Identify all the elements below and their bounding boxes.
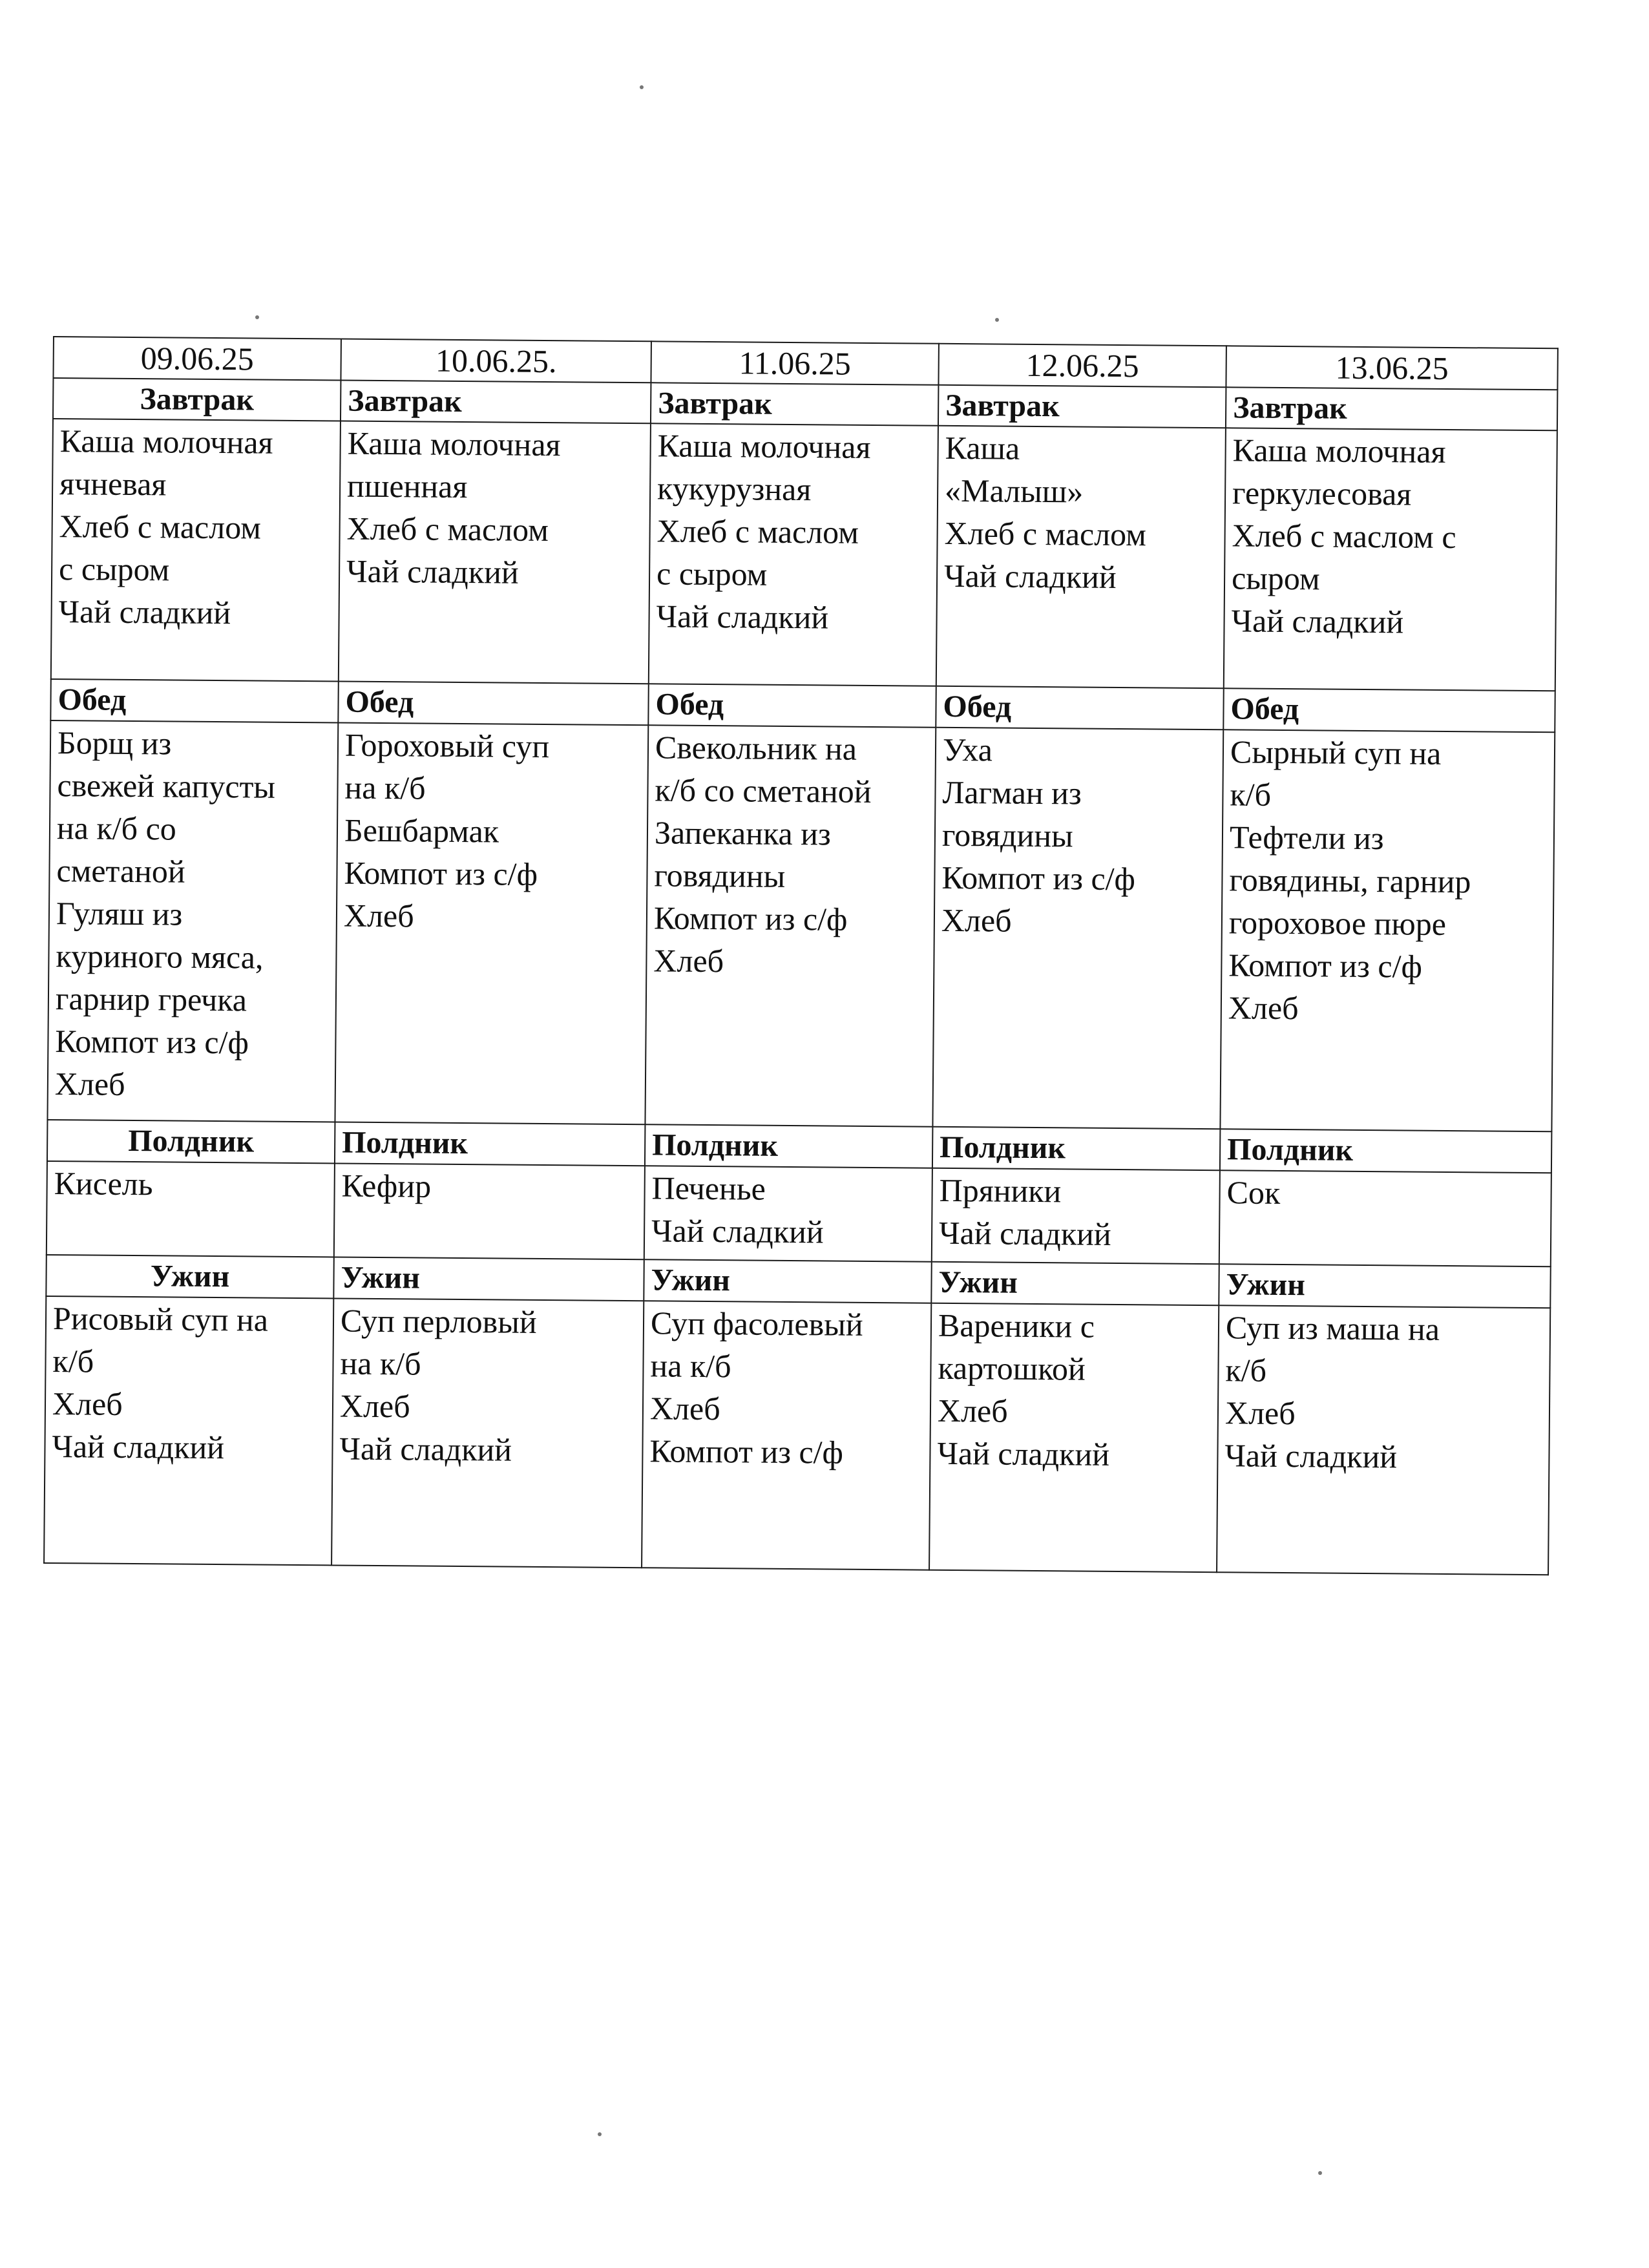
dish-item: Чай сладкий bbox=[937, 1434, 1110, 1473]
dish-list bbox=[932, 1168, 1220, 1264]
dish-item: с сыром bbox=[58, 551, 170, 588]
date-cell: 12.06.25 bbox=[938, 344, 1226, 387]
dish-item: Суп перловый bbox=[340, 1302, 537, 1340]
dish-list bbox=[335, 722, 648, 1124]
dish-item: Запеканка из bbox=[654, 814, 831, 852]
meal-header-snack: Полдник bbox=[932, 1127, 1220, 1170]
dish-item: гарнир гречка bbox=[55, 980, 247, 1018]
dish-item: свежей капусты bbox=[57, 766, 276, 805]
dish-list bbox=[1219, 1170, 1551, 1267]
meal-header-lunch: Обед bbox=[50, 679, 338, 722]
dish-item: Хлеб bbox=[941, 901, 1012, 939]
dish-item: Чай сладкий bbox=[651, 1212, 824, 1250]
dish-item: Хлеб bbox=[52, 1385, 123, 1422]
meal-header-lunch: Обед bbox=[1223, 688, 1555, 732]
dish-item: Сок bbox=[1226, 1173, 1281, 1211]
dish-item: «Малыш» bbox=[944, 472, 1084, 510]
dish-item: Каша молочная bbox=[657, 427, 871, 466]
dish-item: Компот из с/ф bbox=[344, 854, 538, 892]
dish-item: Рисовый суп на bbox=[52, 1300, 269, 1338]
meal-header-breakfast: Завтрак bbox=[651, 383, 938, 426]
dish-item: Кисель bbox=[54, 1164, 153, 1202]
dish-list bbox=[44, 1296, 333, 1565]
meal-header-dinner: Ужин bbox=[333, 1257, 644, 1301]
dish-list bbox=[47, 720, 338, 1122]
dish-list bbox=[649, 424, 938, 686]
dish-item: Компот из с/ф bbox=[55, 1022, 249, 1061]
dish-list bbox=[1224, 428, 1557, 691]
dish-list bbox=[339, 421, 651, 684]
scan-speck bbox=[255, 315, 259, 319]
dish-item: пшенная bbox=[346, 467, 468, 505]
dish-list bbox=[644, 1166, 932, 1262]
meal-header-breakfast: Завтрак bbox=[938, 384, 1226, 428]
dish-item: Суп из маша на bbox=[1225, 1309, 1440, 1347]
dish-item: Компот из с/ф bbox=[649, 1433, 844, 1471]
meal-header-dinner: Ужин bbox=[1219, 1265, 1550, 1308]
dish-item: Хлеб bbox=[339, 1387, 410, 1425]
dish-item: сыром bbox=[1231, 560, 1320, 597]
dish-list bbox=[331, 1299, 644, 1568]
dish-list bbox=[47, 1161, 335, 1257]
dish-list bbox=[936, 426, 1226, 688]
meal-header-breakfast: Завтрак bbox=[1226, 387, 1557, 431]
dish-item: говядины bbox=[654, 856, 786, 894]
dish-item: с сыром bbox=[656, 555, 768, 593]
dish-item: Хлеб bbox=[1224, 1394, 1296, 1432]
dish-item: Хлеб bbox=[343, 897, 414, 934]
dish-item: Чай сладкий bbox=[52, 1428, 225, 1466]
meal-header-breakfast: Завтрак bbox=[53, 378, 341, 421]
dish-item: Хлеб с маслом bbox=[346, 510, 549, 549]
dish-item: Компот из с/ф bbox=[941, 859, 1136, 897]
breakfast-items-row bbox=[51, 419, 1557, 691]
dish-item: гороховое пюре bbox=[1228, 903, 1447, 942]
meal-header-lunch: Обед bbox=[338, 681, 648, 724]
date-cell: 11.06.25 bbox=[651, 341, 938, 384]
snack-items-row bbox=[47, 1161, 1551, 1267]
dish-item: Каша bbox=[945, 430, 1020, 467]
dish-item: картошкой bbox=[938, 1349, 1086, 1387]
dish-item: Сырный суп на bbox=[1230, 733, 1442, 772]
dish-item: Чай сладкий bbox=[943, 558, 1117, 596]
meal-header-snack: Полдник bbox=[335, 1122, 645, 1165]
dish-item: Тефтели из bbox=[1229, 818, 1384, 856]
dish-item: сметаной bbox=[56, 852, 185, 890]
dish-item: Хлеб с маслом bbox=[59, 508, 262, 546]
meal-header-lunch: Обед bbox=[936, 686, 1223, 730]
dish-item: Печенье bbox=[651, 1169, 766, 1207]
dish-list bbox=[1217, 1305, 1550, 1575]
dish-item: Чай сладкий bbox=[58, 593, 231, 631]
dish-item: Хлеб с маслом bbox=[944, 515, 1147, 553]
meal-header-snack: Полдник bbox=[47, 1120, 335, 1163]
meal-header-snack: Полдник bbox=[645, 1124, 932, 1168]
dish-list bbox=[932, 727, 1223, 1129]
lunch-items-row bbox=[47, 720, 1555, 1132]
meal-header-dinner: Ужин bbox=[931, 1262, 1219, 1305]
meal-header-breakfast: Завтрак bbox=[341, 380, 651, 423]
dish-item: Чай сладкий bbox=[1231, 602, 1404, 640]
dish-item: Бешбармак bbox=[344, 812, 499, 850]
dish-list bbox=[642, 1301, 931, 1570]
dish-item: Вареники с bbox=[938, 1307, 1095, 1345]
dinner-items-row bbox=[44, 1296, 1550, 1575]
dish-item: Каша молочная bbox=[59, 423, 273, 461]
dish-list bbox=[51, 419, 341, 681]
dish-item: Компот из с/ф bbox=[653, 899, 848, 938]
dish-item: ячневая bbox=[59, 465, 167, 503]
scan-speck bbox=[995, 318, 999, 322]
dish-item: Суп фасолевый bbox=[650, 1305, 863, 1343]
dish-item: Свекольник на bbox=[655, 728, 857, 767]
dish-list bbox=[929, 1303, 1219, 1572]
dish-item: Кефир bbox=[341, 1167, 432, 1204]
scan-speck bbox=[598, 2132, 602, 2136]
dish-item: Хлеб с маслом bbox=[656, 512, 859, 551]
scan-speck bbox=[1318, 2171, 1322, 2175]
weekly-menu-table bbox=[43, 336, 1559, 1575]
dish-list bbox=[645, 725, 936, 1127]
dish-item: Чай сладкий bbox=[938, 1214, 1111, 1252]
dish-item: Хлеб bbox=[54, 1065, 125, 1102]
dish-item: Чай сладкий bbox=[656, 598, 829, 636]
date-cell: 10.06.25. bbox=[341, 339, 651, 383]
dish-item: на к/б bbox=[344, 769, 426, 806]
dish-item: Хлеб bbox=[653, 941, 724, 979]
dish-item: Борщ из bbox=[57, 724, 172, 762]
dish-list bbox=[334, 1163, 645, 1260]
dish-item: Пряники bbox=[939, 1171, 1062, 1209]
dish-item: Компот из с/ф bbox=[1228, 946, 1423, 985]
dish-item: Гуляш из bbox=[56, 894, 183, 932]
dish-item: на к/б bbox=[340, 1345, 421, 1382]
dish-item: Лагман из bbox=[942, 773, 1082, 812]
dish-item: на к/б со bbox=[56, 809, 177, 847]
dish-item: к/б со сметаной bbox=[655, 771, 872, 810]
dish-item: к/б bbox=[1225, 1352, 1267, 1389]
dish-item: Гороховый суп bbox=[344, 726, 550, 764]
scan-speck bbox=[640, 85, 644, 89]
date-cell: 09.06.25 bbox=[53, 337, 341, 380]
meal-header-dinner: Ужин bbox=[644, 1260, 931, 1303]
dish-item: на к/б bbox=[650, 1347, 731, 1385]
dish-item: Хлеб bbox=[937, 1392, 1008, 1429]
dish-item: говядины, гарнир bbox=[1229, 861, 1471, 899]
dish-item: Хлеб bbox=[649, 1390, 720, 1427]
date-cell: 13.06.25 bbox=[1226, 346, 1557, 390]
dish-item: Чай сладкий bbox=[1224, 1437, 1398, 1475]
dish-item: к/б bbox=[52, 1343, 94, 1380]
meal-header-lunch: Обед bbox=[648, 684, 936, 727]
dish-item: куриного мяса, bbox=[56, 937, 264, 976]
dish-item: геркулесовая bbox=[1232, 474, 1412, 512]
dish-item: Хлеб bbox=[1228, 989, 1299, 1026]
dish-item: кукурузная bbox=[656, 470, 812, 508]
meal-header-dinner: Ужин bbox=[46, 1255, 333, 1298]
dish-item: Каша молочная bbox=[1232, 432, 1446, 470]
dish-list bbox=[1220, 730, 1555, 1131]
dish-item: к/б bbox=[1230, 775, 1272, 813]
dish-item: Уха bbox=[942, 731, 993, 768]
dish-item: Чай сладкий bbox=[339, 1430, 512, 1468]
dish-item: Хлеб с маслом с bbox=[1232, 517, 1456, 556]
dish-item: Каша молочная bbox=[347, 425, 561, 463]
dish-item: говядины bbox=[941, 816, 1073, 854]
meal-header-snack: Полдник bbox=[1220, 1129, 1551, 1173]
dish-item: Чай сладкий bbox=[346, 552, 519, 591]
